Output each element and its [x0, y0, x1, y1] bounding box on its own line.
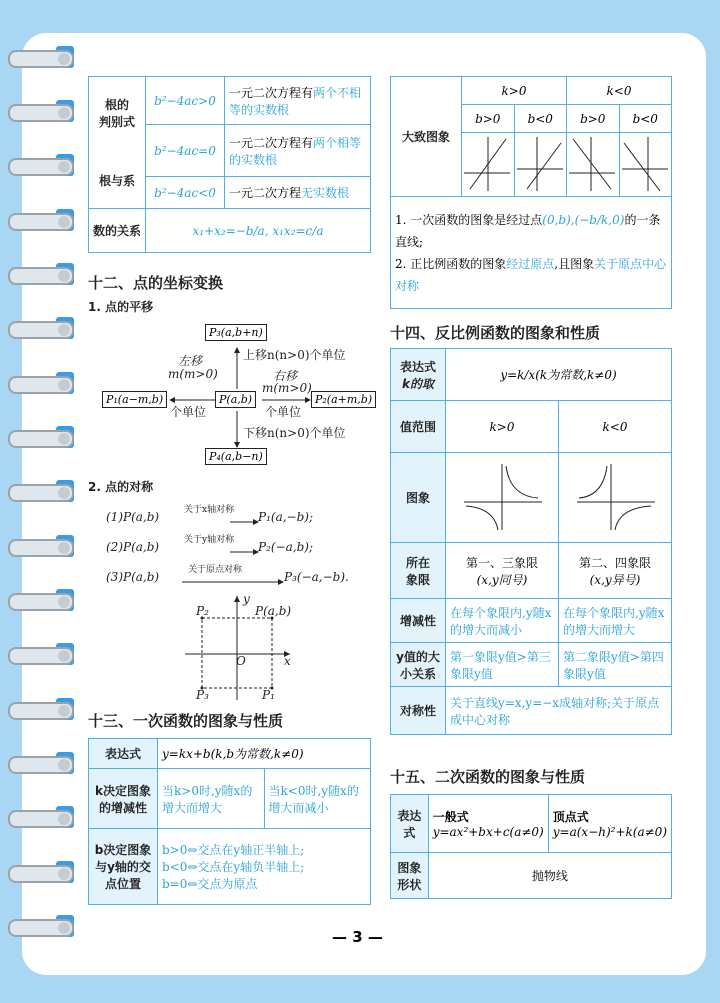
cond-cell: b²−4ac>0 [146, 77, 225, 125]
point-p1-box: P₁(a−m,b) [102, 391, 167, 408]
inv-size-header [391, 643, 446, 687]
sym1-post: P₁(a,−b); [258, 510, 313, 524]
expr-cell: y=kx+b(k,b为常数,k≠0) [158, 739, 371, 769]
graph-cell-2 [514, 133, 567, 197]
bpos-1: b>0 [462, 105, 515, 133]
section-12-title: 十二、点的坐标变换 [88, 274, 224, 292]
vieta-formula: x₁+x₂=−b/a, x₁x₂=c/a [146, 209, 371, 253]
hyperbola-graph-2 [571, 460, 659, 532]
inv-sym-cell: 关于直线y=x,y=−x成轴对称;关于原点成中心对称 [446, 687, 672, 735]
inv-mono-header: 增减性 [391, 599, 446, 643]
inv-quad-header [391, 543, 446, 599]
quad-general-formula: y=ax²+bx+c(a≠0) [432, 825, 544, 839]
graph-header: 大致图象 [391, 77, 462, 197]
sym2-cond: 关于y轴对称 [184, 535, 235, 545]
point-p4-box: P₄(a,b−n) [205, 448, 267, 465]
graph-cell-1 [462, 133, 515, 197]
quad-shape-h1: 图象 [397, 860, 422, 875]
sym1-cond: 关于x轴对称 [184, 505, 235, 515]
linear-graph-table [390, 76, 672, 309]
line-graph-4 [620, 133, 670, 193]
note1-a: 1. 一次函数的图象是经过点 [395, 212, 543, 227]
note2-d: 关于原点中心对称 [395, 256, 667, 293]
bpos-2: b>0 [567, 105, 620, 133]
graph-x: x [284, 654, 291, 668]
inv-kpos: k>0 [446, 401, 559, 453]
q2b: (x,y异号) [589, 572, 641, 587]
result-highlight: 无实数根 [301, 186, 350, 200]
b-pos: b>0⇔交点在y轴正半轴上; [162, 843, 305, 857]
left-label-1: 左移 [178, 354, 203, 368]
inv-quad-1 [446, 543, 559, 599]
section-14-title: 十四、反比例函数的图象和性质 [390, 324, 601, 342]
cond-cell: b²−4ac=0 [146, 125, 225, 177]
b-cell [158, 829, 371, 905]
hyperbola-graph-1 [458, 460, 546, 532]
page-number: — 3 — [332, 928, 383, 946]
down-label: 下移n(n>0)个单位 [243, 426, 346, 440]
bneg-2: b<0 [619, 105, 672, 133]
section-13-title: 十三、一次函数的图象与性质 [88, 712, 284, 730]
cond-cell: b²−4ac<0 [146, 177, 225, 209]
result-highlight: 两个不相等的实数根 [229, 85, 362, 117]
note2-b: 经过原点 [506, 256, 555, 271]
b-zero: b=0⇔交点为原点 [162, 877, 258, 891]
inv-size-h1: y值的大 [396, 649, 440, 664]
quad-expr-header: 表达式 [391, 795, 429, 853]
inv-mono-1: 在每个象限内,y随x的增大而减小 [446, 599, 559, 643]
quad-shape-h2: 形状 [397, 877, 422, 892]
translation-subtitle: 1. 点的平移 [88, 300, 154, 314]
k-header: k决定图象的增减性 [89, 769, 158, 829]
quad-shape-header [391, 853, 429, 899]
kneg-header: k<0 [567, 77, 672, 105]
inv-graph-header: 图象 [391, 453, 446, 543]
line-graph-3 [567, 133, 617, 193]
point-p-box: P(a,b) [215, 391, 256, 408]
right-label-2: m(m>0) [262, 381, 312, 395]
discriminant-head2: 判别式 [98, 115, 135, 129]
graph-origin: O [236, 654, 246, 668]
graph-p2: P₂ [196, 604, 209, 618]
right-label-1: 右移 [273, 369, 298, 383]
q1a: 第一、三象限 [465, 555, 538, 570]
note1-c: 的一条直线; [395, 212, 661, 249]
inv-graph-2 [559, 453, 672, 543]
inv-expr-cell: y=k/x(k为常数,k≠0) [446, 349, 672, 401]
q2a: 第二、四象限 [578, 555, 651, 570]
inv-quad-2 [559, 543, 672, 599]
note1-b: (0,b),(−b/k,0) [542, 212, 625, 227]
inv-range-header: 值范围 [391, 401, 446, 453]
right-label-3: 个单位 [265, 405, 302, 419]
graph-p3: P₃ [196, 688, 209, 702]
section-15-title: 十五、二次函数的图象与性质 [390, 768, 586, 786]
inv-size-1: 第一象限y值>第三象限y值 [446, 643, 559, 687]
inv-sym-header: 对称性 [391, 687, 446, 735]
quadratic-table [390, 794, 672, 899]
inv-mono-2: 在每个象限内,y随x的增大而增大 [559, 599, 672, 643]
linear-notes [391, 197, 672, 309]
sym2-pre: (2)P(a,b) [106, 540, 160, 554]
inv-quad-h1: 所在 [405, 555, 430, 570]
sym1-pre: (1)P(a,b) [106, 510, 160, 524]
graph-y: y [243, 592, 250, 606]
graph-p1: P₁ [262, 688, 275, 702]
inv-expr-header [391, 349, 446, 401]
sym2-post: P₂(−a,b); [258, 540, 313, 554]
bneg-1: b<0 [514, 105, 567, 133]
graph-cell-3 [567, 133, 620, 197]
expr-header: 表达式 [89, 739, 158, 769]
quad-vertex-formula: y=a(x−h)²+k(a≠0) [552, 825, 667, 839]
line-graph-2 [515, 133, 565, 193]
inv-kneg: k<0 [559, 401, 672, 453]
kpos-header: k>0 [462, 77, 567, 105]
linear-function-table [88, 738, 371, 905]
graph-p: P(a,b) [255, 604, 292, 618]
quad-general-label: 一般式 [432, 810, 469, 824]
discriminant-head1: 根的 [104, 98, 129, 112]
inv-size-2: 第二象限y值>第四象限y值 [559, 643, 672, 687]
discriminant-head3: 根与系 [98, 174, 135, 188]
graph-cell-4 [619, 133, 672, 197]
b-neg: b<0⇔交点在y轴负半轴上; [162, 860, 305, 874]
quad-vertex [548, 795, 671, 853]
result-text: 一元二次方程有 [229, 85, 314, 100]
sym3-post: P₃(−a,−b). [284, 570, 349, 584]
note2-a: 2. 正比例函数的图象 [395, 256, 507, 271]
sym3-cond: 关于原点对称 [188, 565, 243, 575]
inv-quad-h2: 象限 [405, 572, 430, 587]
quad-shape-cell: 抛物线 [428, 853, 671, 899]
inv-expr-h: 表达式 [399, 359, 436, 374]
inverse-function-table [390, 348, 672, 735]
inv-k-h: k的取 [402, 376, 434, 391]
result-highlight: 两个相等的实数根 [229, 135, 362, 167]
q1b: (x,y同号) [476, 572, 528, 587]
point-p3-box: P₃(a,b+n) [205, 324, 267, 341]
left-label-2: m(m>0) [168, 367, 218, 381]
vieta-header: 数的关系 [89, 209, 146, 253]
note2-c: ,且图象 [554, 256, 595, 271]
result-text: 一元二次方程有 [229, 135, 314, 150]
line-graph-1 [462, 133, 512, 193]
k-neg-cell: 当k<0时,y随x的增大而减小 [264, 769, 371, 829]
quad-general [428, 795, 548, 853]
inv-graph-1 [446, 453, 559, 543]
result-text: 一元二次方程 [229, 186, 302, 200]
b-header: b决定图象与y轴的交点位置 [89, 829, 158, 905]
k-pos-cell: 当k>0时,y随x的增大而增大 [158, 769, 265, 829]
symmetry-subtitle: 2. 点的对称 [88, 480, 154, 494]
up-label: 上移n(n>0)个单位 [243, 348, 346, 362]
sym3-pre: (3)P(a,b) [106, 570, 160, 584]
point-p2-box: P₂(a+m,b) [311, 391, 376, 408]
left-label-3: 个单位 [170, 405, 207, 419]
inv-size-h2: 小关系 [399, 666, 436, 681]
quad-vertex-label: 顶点式 [552, 810, 589, 824]
